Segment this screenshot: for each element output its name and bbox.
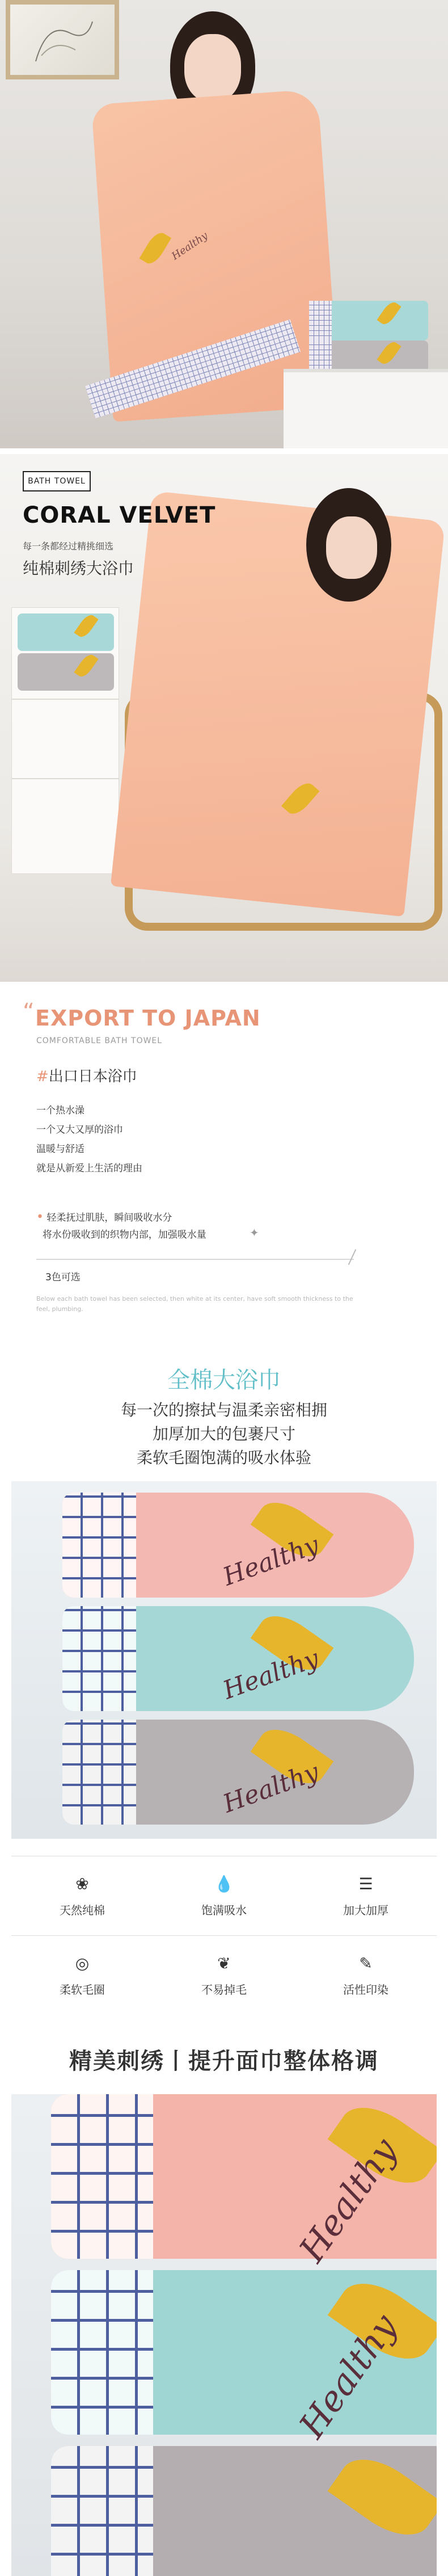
intro-line: 就是从新爱上生活的理由 <box>36 1163 142 1174</box>
feature-soft: ◎ 柔软毛圈 <box>11 1941 153 2009</box>
gray-towel <box>51 2446 437 2576</box>
bath-towel-tag: BATH TOWEL <box>23 471 91 491</box>
stack-icon: ☰ <box>358 1875 373 1893</box>
towel-script: Healthy <box>170 229 210 263</box>
feature-cotton: ❀ 天然纯棉 <box>11 1861 153 1930</box>
droplet-icon: 💧 <box>214 1875 234 1893</box>
leaf-embroidery-icon <box>328 2444 437 2549</box>
intro-lines <box>36 1101 142 1178</box>
wall-frame <box>6 0 119 79</box>
intro-line: 一个热水澡 <box>36 1105 84 1116</box>
sparkle-icon: ✦ <box>250 1226 259 1239</box>
desc-line: 加厚加大的包裹尺寸 <box>152 1424 295 1443</box>
feature-dye: ✎ 活性印染 <box>295 1941 437 2009</box>
export-section <box>0 982 448 1345</box>
blue-towel-stack <box>309 301 428 341</box>
intro-line: 温暖与舒适 <box>36 1144 84 1155</box>
towel-script: Healthy <box>219 1757 323 1819</box>
cotton-section <box>0 1345 448 2026</box>
coral-velvet-section <box>0 454 448 982</box>
coral-subtitle: 每一条都经过精挑细选 <box>23 541 114 552</box>
hashtag-title: #出口日本浴巾 <box>36 1068 137 1085</box>
towel-script: Healthy <box>219 1530 323 1592</box>
coral-title-cn: 纯棉刺绣大浴巾 <box>23 559 134 578</box>
hero-photo <box>0 0 448 448</box>
export-heading: EXPORT TO JAPAN <box>35 1006 261 1031</box>
blue-towel <box>51 2270 437 2445</box>
pink-towel <box>51 2094 437 2270</box>
intro-line: 一个又大又厚的浴巾 <box>36 1124 123 1136</box>
shelf <box>11 607 119 874</box>
leaf-embroidery-icon <box>281 779 320 819</box>
print-icon: ✎ <box>359 1954 373 1973</box>
pink-towel <box>62 1493 414 1598</box>
towel-script: Healthy <box>290 2306 405 2445</box>
desc-line: 每一次的擦拭与温柔亲密相拥 <box>120 1401 327 1419</box>
blue-towel <box>62 1606 414 1711</box>
embroidery-photo <box>11 2094 437 2576</box>
swirl-icon: ◎ <box>75 1954 90 1973</box>
feature-absorb: 💧 饱满吸水 <box>153 1861 295 1930</box>
quote-mark-icon: “ <box>23 999 35 1025</box>
colors-available: 3色可选 <box>45 1272 81 1283</box>
coral-velvet-title: CORAL VELVET <box>23 502 216 528</box>
cotton-title: 全棉大浴巾 <box>167 1367 281 1393</box>
feather-icon: ❦ <box>217 1954 231 1973</box>
divider <box>36 1259 354 1260</box>
fine-print: Below each bath towel has been selected, then white at its center, have soft smooth thickness to the feel, plumbing. <box>36 1295 353 1313</box>
towel-stack-photo <box>11 1481 437 1839</box>
desc-line: 柔软毛圈饱满的吸水体验 <box>136 1448 311 1467</box>
leaf-embroidery-icon <box>140 229 172 267</box>
towel-script: Healthy <box>219 1644 323 1705</box>
bullet-dot-icon: • <box>36 1210 44 1224</box>
model-face <box>326 516 377 579</box>
cotton-icon: ❀ <box>75 1875 89 1893</box>
feature-icons <box>11 1856 437 2020</box>
embroidery-heading: 精美刺绣丨提升面巾整体格调 <box>69 2048 379 2074</box>
bullet-list <box>36 1209 206 1243</box>
bullet-text: 轻柔抚过肌肤，瞬间吸收水分 <box>47 1212 172 1224</box>
embroidery-section <box>0 2026 448 2576</box>
pink-towel-draped <box>111 491 445 917</box>
model-face <box>184 34 241 102</box>
bullet-text: 将水份吸收到的织物内部，加强吸水量 <box>42 1229 206 1241</box>
gray-towel <box>62 1720 414 1825</box>
divider-tick <box>348 1249 356 1265</box>
side-table <box>284 369 448 448</box>
cotton-description <box>0 1398 448 1470</box>
export-subheading: COMFORTABLE BATH TOWEL <box>36 1036 163 1045</box>
feature-no-shed: ❦ 不易掉毛 <box>153 1941 295 2009</box>
feature-thick: ☰ 加大加厚 <box>295 1861 437 1930</box>
towel-script: Healthy <box>290 2130 405 2270</box>
